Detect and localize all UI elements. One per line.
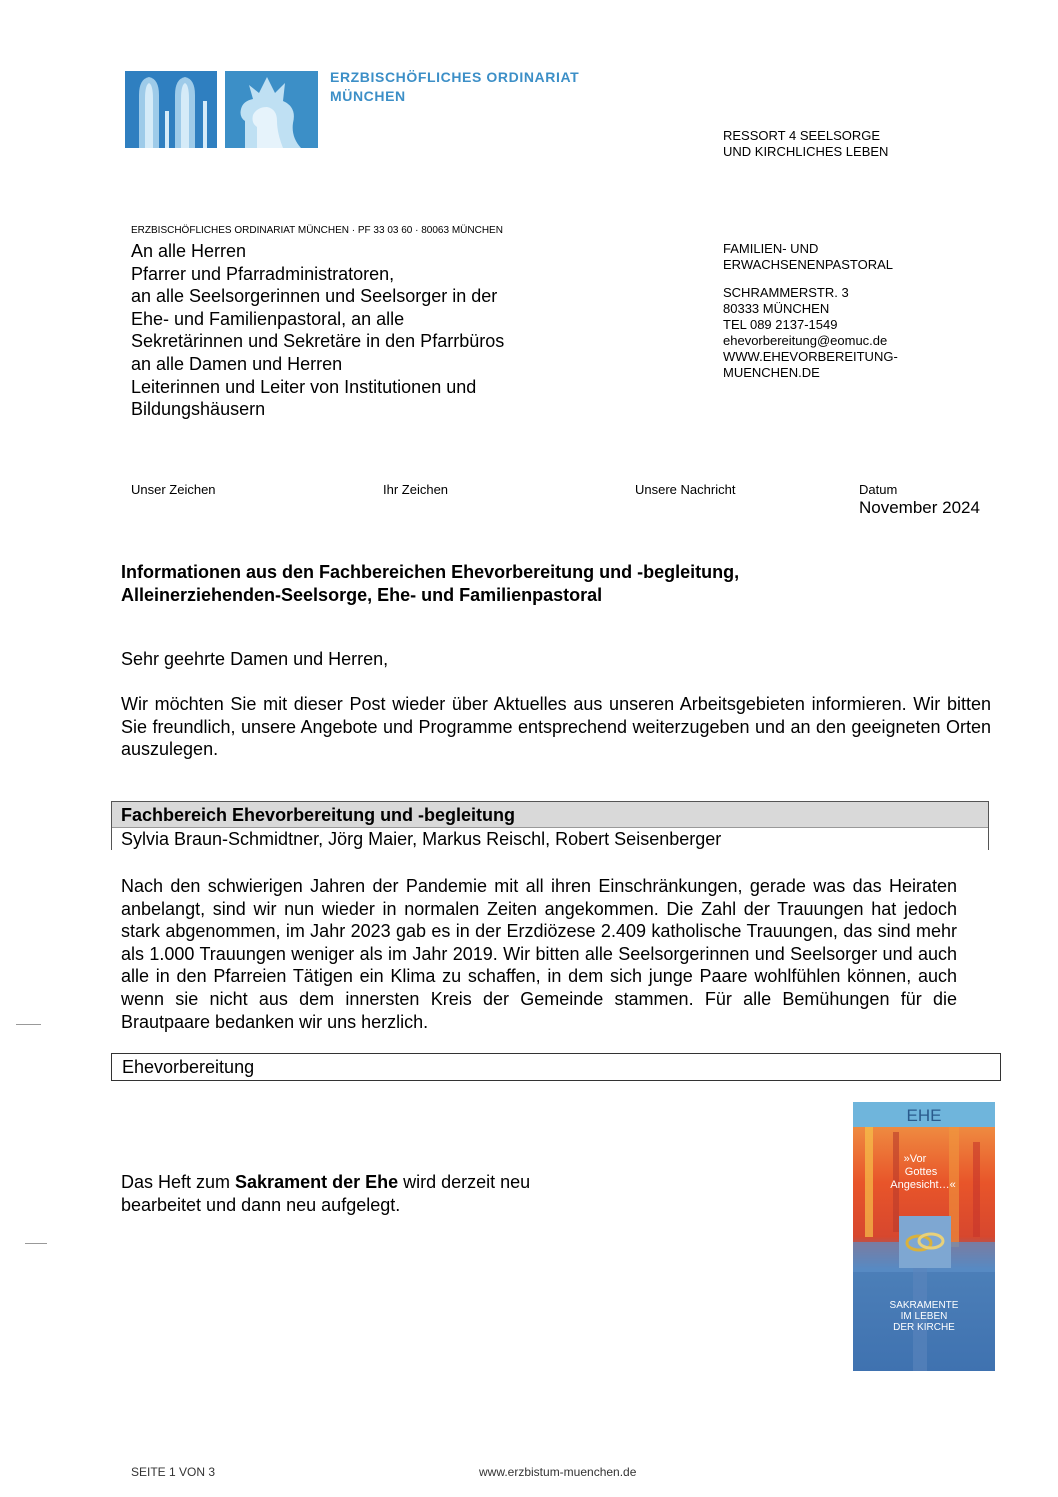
recipient-line: An alle Herren xyxy=(131,241,247,261)
datum-label: Datum xyxy=(859,482,898,497)
contact-info xyxy=(723,285,898,381)
heft-text-before: Das Heft zum xyxy=(121,1172,236,1192)
recipient-line: Leiterinnen und Leiter von Institutionen und xyxy=(131,376,477,397)
contact-email[interactable]: ehevorbereitung@eomuc.de xyxy=(723,333,888,348)
punch-mark xyxy=(25,1243,47,1244)
subject-line1: Informationen aus den Fachbereichen Ehevorbereitung und -begleitung, xyxy=(121,562,740,582)
recipient-address xyxy=(131,240,571,421)
section-box-ehevorbereitung xyxy=(111,1053,1001,1081)
archdiocese-logo xyxy=(125,71,318,148)
heft-text-after: wird derzeit neu bearbeitet und dann neu aufgelegt. xyxy=(121,1172,531,1215)
brochure-quote-line2: Gottes xyxy=(904,1166,938,1178)
date-value: November 2024 xyxy=(859,498,980,517)
recipient-line: Pfarrer und Pfarradministratoren, xyxy=(131,263,395,284)
contact-web-line2[interactable]: MUENCHEN.DE xyxy=(723,365,820,380)
brochure-bottom-line1: SAKRAMENTE xyxy=(889,1300,959,1311)
sender-line: ERZBISCHÖFLICHES ORDINARIAT MÜNCHEN · PF 33 03 60 · 80063 MÜNCHEN xyxy=(131,225,503,236)
recipient-line: Bildungshäusern xyxy=(131,399,266,420)
recipient-line: Sekretärinnen und Sekretäre in den Pfarrbüros xyxy=(131,331,505,352)
department-line: FAMILIEN- UND xyxy=(723,241,819,256)
recipient-line: Ehe- und Familienpastoral, an alle xyxy=(131,308,405,329)
brochure-bottom-line2: IM LEBEN xyxy=(900,1311,948,1322)
contact-street: SCHRAMMERSTR. 3 xyxy=(723,285,849,300)
section-people: Sylvia Braun-Schmidtner, Jörg Maier, Markus Reischl, Robert Seisenberger xyxy=(121,829,722,849)
page-number: SEITE 1 VON 3 xyxy=(131,1465,216,1479)
org-name-line2: MÜNCHEN xyxy=(330,88,406,104)
fold-mark xyxy=(16,1024,41,1025)
brochure-title: EHE xyxy=(906,1106,942,1125)
section-box-ehevorbereitung-begleitung xyxy=(111,801,989,850)
unsere-nachricht-label: Unsere Nachricht xyxy=(635,482,736,497)
salutation: Sehr geehrte Damen und Herren, xyxy=(121,649,389,669)
section2-title: Ehevorbereitung xyxy=(122,1057,255,1077)
subject xyxy=(121,561,1021,607)
org-name-line1: ERZBISCHÖFLICHES ORDINARIAT xyxy=(330,69,580,85)
footer-url[interactable]: www.erzbistum-muenchen.de xyxy=(479,1465,637,1479)
ressort xyxy=(723,128,888,160)
unser-zeichen-label: Unser Zeichen xyxy=(131,482,216,497)
pandemic-paragraph: Nach den schwierigen Jahren der Pandemie mit all ihren Einschränkungen, gerade was das Heiraten anbelangt, sind wir nun wieder in normalen Zeiten angekommen. Die Zahl der Trauungen hat jedoch stark abgenommen, im Jahr 2023 gab es in der Erzdiözese 2.409 katholische Trauungen, das sind mehr als 1.000 Trauungen weniger als im Jahr 2019. Wir bitten alle Seelsorgerinnen und Seelsorger und auch alle in den Pfarreien Tätigen ein Klima zu schaffen, in dem sich junge Paare wohlfühlen können, auch wenn sie nicht aus dem innersten Kreis der Gemeinde stammen. Für alle Bemühungen für die Brautpaare bedanken wir uns herzlich. xyxy=(121,876,957,1032)
department-line: ERWACHSENENPASTORAL xyxy=(723,257,894,272)
heft-text-bold: Sakrament der Ehe xyxy=(235,1172,399,1192)
org-name xyxy=(330,68,579,106)
ihr-zeichen-label: Ihr Zeichen xyxy=(383,482,449,497)
department xyxy=(723,241,893,273)
subject-line2: Alleinerziehenden-Seelsorge, Ehe- und Familienpastoral xyxy=(121,585,603,605)
brochure-quote-line3: Angesicht…« xyxy=(890,1179,956,1191)
brochure-quote-line1: »Vor xyxy=(903,1153,927,1165)
ressort-line1: RESSORT 4 SEELSORGE xyxy=(723,128,881,143)
brochure-bottom-line3: DER KIRCHE xyxy=(893,1322,955,1333)
contact-city: 80333 MÜNCHEN xyxy=(723,301,830,316)
intro-paragraph: Wir möchten Sie mit dieser Post wieder über Aktuelles aus unseren Arbeitsgebieten informieren. Wir bitten Sie freundlich, unsere Angebote und Programme entsprechend weiterzugeben und an den geeigneten Orten auszulegen. xyxy=(121,694,991,760)
section-people-row xyxy=(112,827,988,850)
ressort-line2: UND KIRCHLICHES LEBEN xyxy=(723,144,889,159)
brochure-cover-image xyxy=(853,1102,995,1371)
recipient-line: an alle Seelsorgerinnen und Seelsorger in der xyxy=(131,286,498,307)
contact-web-line1[interactable]: WWW.EHEVORBEREITUNG- xyxy=(723,349,898,364)
heft-paragraph xyxy=(121,1171,541,1216)
contact-phone: TEL 089 2137-1549 xyxy=(723,317,838,332)
section-title: Fachbereich Ehevorbereitung und -begleitung xyxy=(121,805,516,825)
recipient-line: an alle Damen und Herren xyxy=(131,353,343,374)
